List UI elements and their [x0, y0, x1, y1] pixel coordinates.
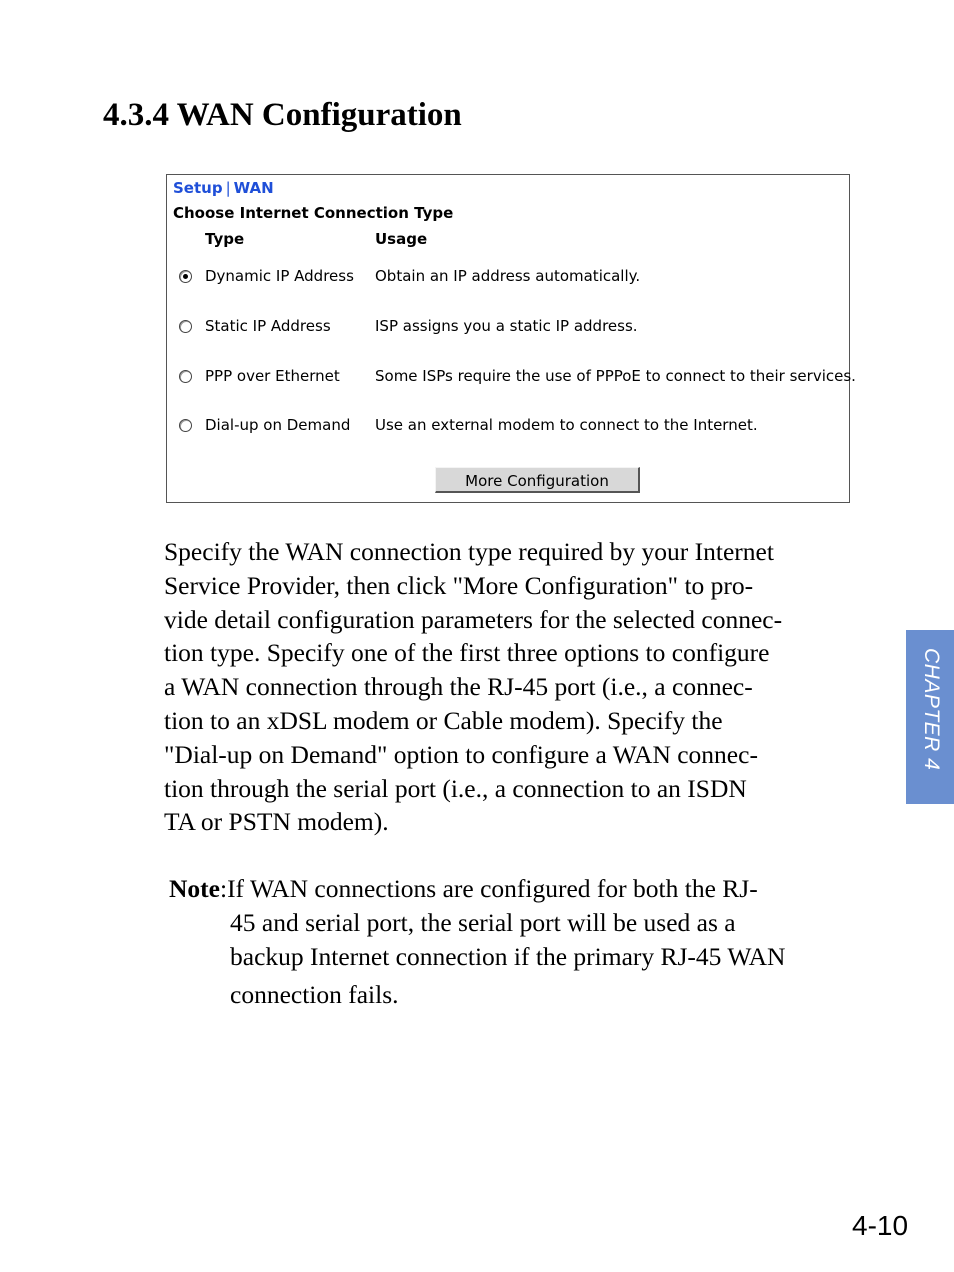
option-usage-text: Use an external modem to connect to the Internet.	[375, 416, 758, 434]
connection-option-static-ip	[167, 317, 849, 339]
column-header-usage: Usage	[375, 230, 428, 248]
connection-option-pppoe	[167, 367, 856, 389]
column-header-type: Type	[205, 230, 245, 248]
radio-dynamic-ip[interactable]	[179, 270, 192, 283]
section-heading: 4.3.4 WAN Configuration	[103, 97, 462, 133]
body-line: vide detail configuration parameters for the selected connec-	[164, 604, 783, 634]
connection-option-dynamic-ip	[167, 267, 849, 289]
body-line: tion type. Specify one of the first three options to configure	[164, 638, 770, 668]
note-label: Note	[169, 874, 220, 903]
body-line: tion to an xDSL modem or Cable modem). Specify the	[164, 705, 723, 735]
body-line: Service Provider, then click "More Configuration" to pro-	[164, 570, 754, 600]
connection-option-dialup	[167, 416, 849, 438]
radio-static-ip[interactable]	[179, 320, 192, 333]
body-line: TA or PSTN modem).	[164, 807, 389, 837]
note-line: 45 and serial port, the serial port will be used as a	[230, 908, 736, 937]
radio-dialup[interactable]	[179, 419, 192, 432]
option-usage-text: ISP assigns you a static IP address.	[375, 317, 638, 335]
note-text: :If WAN connections are configured for both the RJ-	[219, 874, 758, 903]
note-line: backup Internet connection if the primary RJ-45 WAN	[230, 942, 786, 971]
breadcrumb-setup-link[interactable]: Setup	[173, 179, 223, 197]
breadcrumb-wan-link[interactable]: WAN	[233, 179, 274, 197]
option-type-label: PPP over Ethernet	[205, 367, 340, 385]
body-line: a WAN connection through the RJ-45 port (i.e., a connec-	[164, 672, 753, 702]
wan-config-screenshot	[166, 174, 856, 503]
option-usage-text: Some ISPs require the use of PPPoE to connect to their services.	[375, 367, 856, 385]
note-line: connection fails.	[230, 980, 399, 1009]
more-configuration-button[interactable]: More Configuration	[435, 467, 640, 493]
body-line: Specify the WAN connection type required by your Internet	[164, 537, 774, 566]
breadcrumb	[173, 179, 274, 197]
body-paragraph	[164, 535, 864, 839]
breadcrumb-separator: |	[225, 179, 231, 197]
note-first-line	[169, 872, 869, 906]
note-block	[169, 872, 869, 1012]
body-line: "Dial-up on Demand" option to configure a WAN connec-	[164, 739, 758, 769]
body-line: tion through the serial port (i.e., a connection to an ISDN	[164, 773, 747, 803]
radio-pppoe[interactable]	[179, 370, 192, 383]
option-type-label: Static IP Address	[205, 317, 331, 335]
option-type-label: Dynamic IP Address	[205, 267, 354, 285]
option-usage-text: Obtain an IP address automatically.	[375, 267, 641, 285]
option-type-label: Dial-up on Demand	[205, 416, 351, 434]
panel-title: Choose Internet Connection Type	[173, 204, 454, 222]
chapter-tab-label: CHAPTER 4	[920, 648, 943, 771]
page-number: 4-10	[852, 1210, 909, 1241]
chapter-tab	[906, 630, 954, 804]
